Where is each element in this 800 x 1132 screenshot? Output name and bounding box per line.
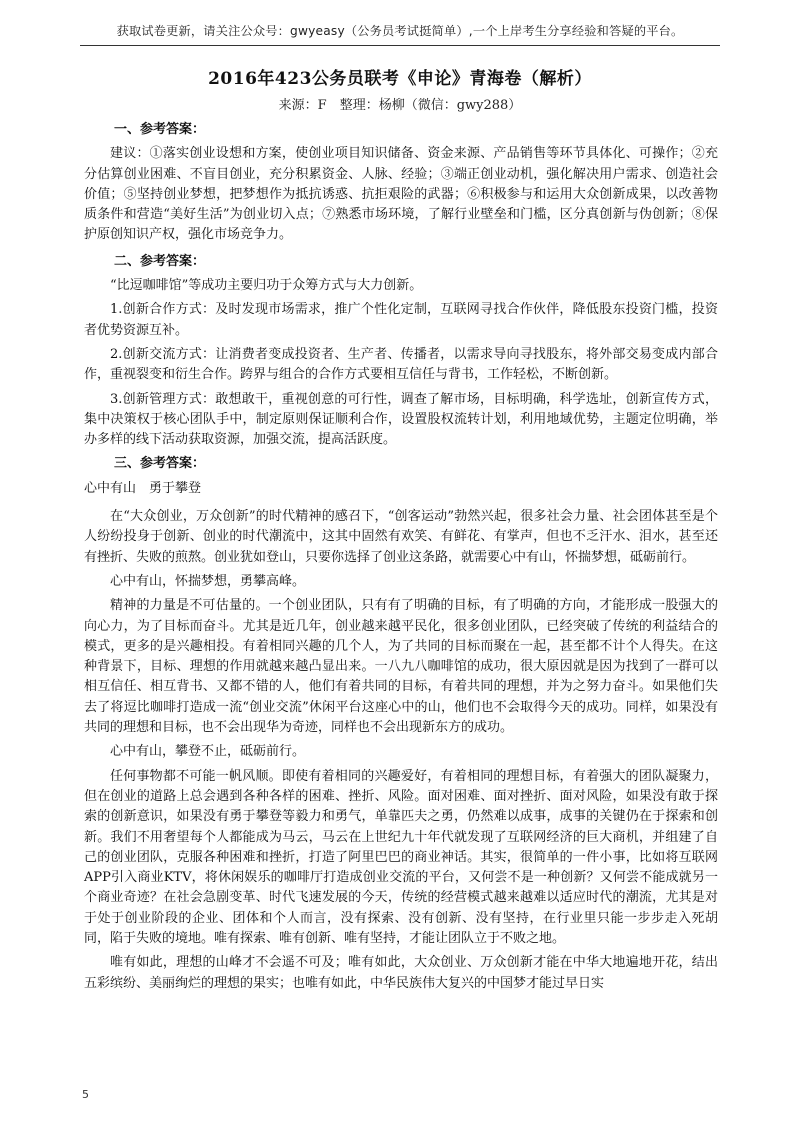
essay-paragraph: 心中有山，怀揣梦想，勇攀高峰。	[110, 573, 306, 589]
document-body	[84, 118, 718, 998]
page-header-notice: 获取试卷更新，请关注公众号：gwyeasy（公务员考试挺简单）,一个上岸考生分享经验和答疑的平台。	[80, 22, 720, 46]
essay-paragraph: 精神的力量是不可估量的。一个创业团队，只有有了明确的目标，有了明确的方向，才能形成一股强大的向心力，为了目标而奋斗。尤其是近几年，创业越来越平民化，很多创业团队，已经突破了传统的利益结合的模式，更多的是兴趣相投。有着相同兴趣的几个人，为了共同的目标而聚在一起，甚至都不计个人得失。在这种背景下，目标、理想的作用就越来越凸显出来。一八九八咖啡馆的成功，很大原因就是因为找到了一群可以相互信任、相互背书、又都不错的人，他们有着共同的目标，有着共同的理想，并为之努力奋斗。如果他们失去了将逗比咖啡打造成一流“创业交流”休闲平台这座心中的山，他们也不会取得今天的成功。同样，如果没有共同的理想和目标，也不会出现华为奇迹，同样也不会出现新东方的成功。	[84, 598, 718, 736]
section-heading-2: 二、参考答案：	[114, 253, 206, 269]
essay-paragraph: 心中有山，攀登不止，砥砺前行。	[110, 744, 306, 760]
page-number: 5	[82, 1088, 89, 1101]
section-heading-3: 三、参考答案：	[114, 456, 206, 472]
essay-paragraph: 在“大众创业，万众创新”的时代精神的感召下，“创客运动”勃然兴起，很多社会力量、社会团体甚至是个人纷纷投身于创新、创业的时代潮流中，这其中固然有欢笑、有鲜花、有掌声，但也不乏汗水、泪水，甚至还有挫折、失败的煎熬。创业犹如登山，只要你选择了创业这条路，就需要心中有山，怀揣梦想，砥砺前行。	[84, 509, 718, 565]
section-2-paragraph: 1.创新合作方式：及时发现市场需求，推广个性化定制，互联网寻找合作伙伴，降低股东投资门槛，投资者优势资源互补。	[84, 302, 718, 338]
section-2-paragraph: 3.创新管理方式：敢想敢干，重视创意的可行性，调查了解市场，目标明确，科学选址，创新宣传方式，集中决策权于核心团队手中，制定原则保证顺利合作，设置股权流转计划，利用地域优势，主题定位明确，举办多样的线下活动获取资源，加强交流，提高活跃度。	[84, 391, 718, 448]
section-1-paragraph: 建议：①落实创业设想和方案，使创业项目知识储备、资金来源、产品销售等环节具体化、可操作；②充分估算创业困难、不盲目创业，充分积累资金、人脉、经验；③端正创业动机，强化解决用户需求、创造社会价值；⑤坚持创业梦想，把梦想作为抵抗诱惑、抗拒艰险的武器；⑥积极参与和运用大众创新成果，以改善物质条件和营造“美好生活”为创业切入点；⑦熟悉市场环境，了解行业壁垒和门槛，区分真创新与伪创新；⑧保护原创知识产权，强化市场竞争力。	[84, 146, 718, 243]
section-2-paragraph: “比逗咖啡馆”等成功主要归功于众筹方式与大力创新。	[110, 278, 423, 294]
essay-paragraph: 唯有如此，理想的山峰才不会遥不可及；唯有如此，大众创业、万众创新才能在中华大地遍地开花，结出五彩缤纷、美丽绚烂的理想的果实；也唯有如此，中华民族伟大复兴的中国梦才能过早日实	[84, 955, 718, 991]
section-2-paragraph: 2.创新交流方式：让消费者变成投资者、生产者、传播者，以需求导向寻找股东，将外部交易变成内部合作，重视裂变和衍生合作。跨界与组合的合作方式要相互信任与背书，工作轻松，不断创新。	[84, 346, 718, 383]
section-heading-1: 一、参考答案：	[114, 122, 206, 137]
essay-paragraph: 任何事物都不可能一帆风顺。即使有着相同的兴趣爱好，有着相同的理想目标，有着强大的团队凝聚力，但在创业的道路上总会遇到各种各样的困难、挫折、风险。面对困难、面对挫折、面对风险，如果没有敢于探索的创新意识，如果没有勇于攀登等毅力和勇气，单靠匹夫之勇，仍然难以成事，成事的关键仍在于探索和创新。我们不用奢望每个人都能成为马云，马云在上世纪九十年代就发现了互联网经济的巨大商机，并组建了自己的创业团队，克服各种困难和挫折，打造了阿里巴巴的商业神话。其实，很简单的一件小事，比如将互联网APP引入商业KTV，将休闲娱乐的咖啡厅打造成创业交流的平台，又何尝不是一种创新？又何尝不能成就另一个商业奇迹？在社会急剧变革、时代飞速发展的今天，传统的经营模式越来越难以适应时代的潮流，尤其是对于处于创业阶段的企业、团体和个人而言，没有探索、没有创新、没有坚持，在行业里只能一步步走入死胡同，陷于失败的境地。唯有探索、唯有创新、唯有坚持，才能让团队立于不败之地。	[84, 768, 718, 946]
essay-title: 心中有山 勇于攀登	[84, 480, 202, 496]
document-source: 来源：F 整理：杨柳（微信：gwy288）	[278, 98, 522, 113]
document-title: 2016年423公务员联考《申论》青海卷（解析）	[208, 69, 592, 89]
